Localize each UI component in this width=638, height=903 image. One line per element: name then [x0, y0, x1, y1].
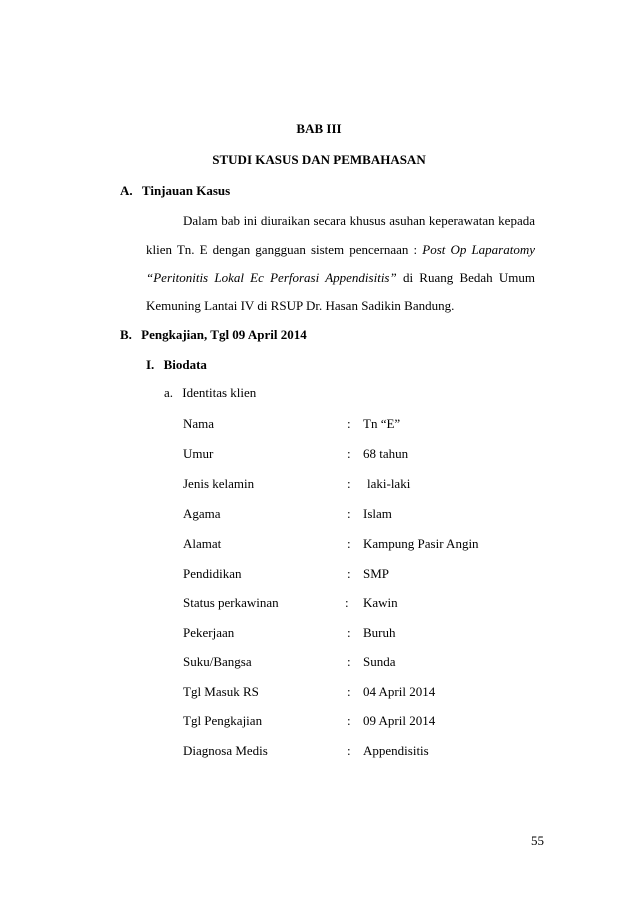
row-colon: :: [347, 713, 351, 728]
row-colon: :: [347, 566, 351, 581]
row-colon: :: [347, 684, 351, 699]
subsection-marker: I.: [146, 357, 155, 372]
item-a-heading: [164, 385, 256, 401]
section-b-marker: B.: [120, 327, 132, 342]
row-colon: :: [347, 416, 351, 431]
row-value: Islam: [363, 506, 392, 521]
row-label: Pendidikan: [183, 566, 242, 581]
item-a-marker: a.: [164, 385, 174, 400]
row-value: Sunda: [363, 654, 396, 669]
row-colon: :: [347, 476, 351, 491]
row-value: Appendisitis: [363, 743, 429, 758]
row-label: Alamat: [183, 536, 222, 551]
row-label: Pekerjaan: [183, 625, 235, 640]
identity-row: [183, 446, 543, 464]
section-b-heading: [120, 327, 307, 343]
row-label: Nama: [183, 416, 215, 431]
identity-row: [183, 566, 543, 584]
paragraph-line-3-italic: “Peritonitis Lokal Ec Perforasi Appendisitis”: [146, 270, 397, 285]
row-colon: :: [347, 506, 351, 521]
paragraph-line-4: Kemuning Lantai IV di RSUP Dr. Hasan Sadikin Bandung.: [146, 298, 455, 313]
paragraph-line-2-italic: Post Op Laparatomy: [422, 242, 535, 257]
paragraph-line-2-text: klien Tn. E dengan gangguan sistem pencernaan :: [146, 242, 418, 257]
identity-row: [183, 743, 543, 761]
row-label: Umur: [183, 446, 214, 461]
identity-row: [183, 416, 543, 434]
row-label: Tgl Masuk RS: [183, 684, 259, 699]
section-b-title: Pengkajian, Tgl 09 April 2014: [141, 327, 307, 342]
section-a-marker: A.: [120, 183, 133, 198]
paragraph-line-3: [146, 270, 535, 286]
identity-row: [183, 506, 543, 524]
identity-row: [183, 595, 543, 613]
identity-row: [183, 625, 543, 643]
identity-row: [183, 713, 543, 731]
identity-row: [183, 684, 543, 702]
paragraph-line-3-text: di Ruang Bedah Umum: [402, 270, 535, 285]
identity-row: [183, 654, 543, 672]
row-colon: :: [347, 654, 351, 669]
row-value: 09 April 2014: [363, 713, 436, 728]
row-value: Buruh: [363, 625, 396, 640]
row-label: Suku/Bangsa: [183, 654, 252, 669]
chapter-heading: BAB III: [296, 121, 342, 136]
row-value: SMP: [363, 566, 390, 581]
section-a-title: Tinjauan Kasus: [141, 183, 231, 198]
row-colon: :: [345, 595, 349, 610]
row-colon: :: [347, 446, 351, 461]
row-value: 04 April 2014: [363, 684, 436, 699]
item-a-title: Identitas klien: [182, 385, 257, 400]
row-colon: :: [347, 625, 351, 640]
subsection-title: Biodata: [163, 357, 207, 372]
section-a-heading: [120, 183, 230, 199]
identity-row: [183, 476, 543, 494]
chapter-title: STUDI KASUS DAN PEMBAHASAN: [212, 152, 426, 167]
row-value: laki-laki: [367, 476, 411, 491]
row-label: Agama: [183, 506, 221, 521]
row-label: Tgl Pengkajian: [183, 713, 263, 728]
row-value: Tn “E”: [363, 416, 401, 431]
row-value: 68 tahun: [363, 446, 409, 461]
row-label: Status perkawinan: [183, 595, 279, 610]
paragraph-line-2: [146, 242, 535, 258]
row-value: Kawin: [363, 595, 398, 610]
paragraph-line-1: Dalam bab ini diuraikan secara khusus asuhan keperawatan kepada: [183, 213, 535, 228]
row-label: Jenis kelamin: [183, 476, 255, 491]
subsection-heading: [146, 357, 207, 373]
row-colon: :: [347, 743, 351, 758]
page-number: 55: [531, 833, 544, 848]
row-label: Diagnosa Medis: [183, 743, 268, 758]
row-colon: :: [347, 536, 351, 551]
row-value: Kampung Pasir Angin: [363, 536, 479, 551]
identity-row: [183, 536, 543, 554]
